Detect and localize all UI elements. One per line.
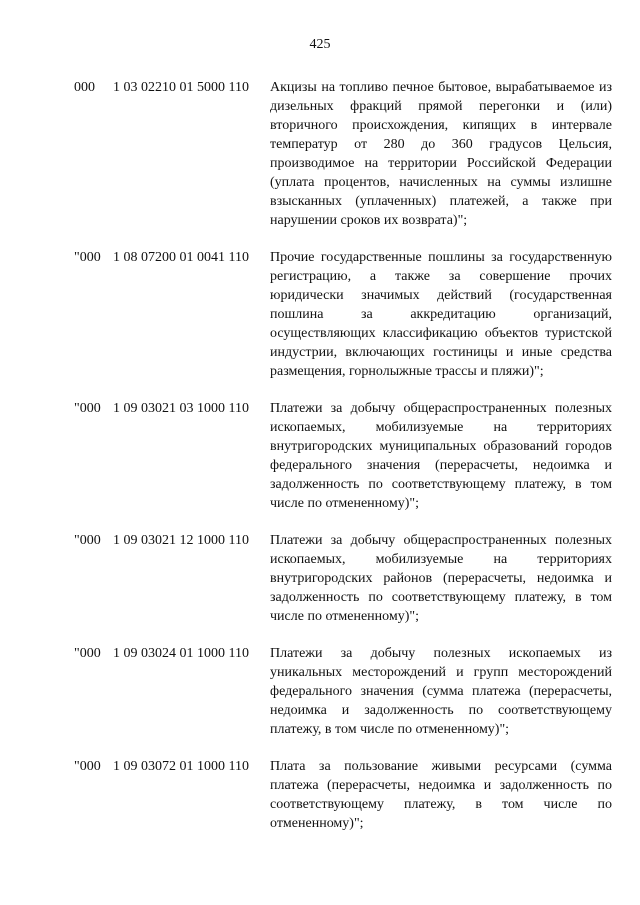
entry-admin-code: "000 <box>74 250 101 265</box>
entry-row <box>0 644 640 739</box>
entry-admin-code: 000 <box>74 80 95 95</box>
entry-description: Прочие государственные пошлины за государственную регистрацию, а также за совершение прочих юридически значимых действий (государственная пошлина за аккредитацию организаций, осуществляющих классификацию объектов туристской индустрии, включающих гостиницы и иные средства размещения, горнолыжные трассы и пляжи)"; <box>270 250 612 379</box>
document-entries <box>0 78 640 851</box>
entry-classification-code: 1 03 02210 01 5000 110 <box>113 80 249 95</box>
entry-classification-code: 1 09 03021 12 1000 110 <box>113 533 249 548</box>
entry-classification-code: 1 09 03024 01 1000 110 <box>113 646 249 661</box>
entry-admin-code: "000 <box>74 759 101 774</box>
entry-description: Акцизы на топливо печное бытовое, вырабатываемое из дизельных фракций прямой перегонки и (или) вторичного происхождения, кипящих в интервале температур от 280 до 360 градусов Цельсия, производимое на территории Российской Федерации (уплата процентов, начисленных на суммы излишне взысканных (уплаченных) платежей, а также при нарушении сроков их возврата)"; <box>270 80 612 228</box>
entry-classification-code: 1 09 03072 01 1000 110 <box>113 759 249 774</box>
entry-description: Платежи за добычу общераспространенных полезных ископаемых, мобилизуемые на территориях внутригородских муниципальных образований городов федерального значения (перерасчеты, недоимка и задолженность по соответствующему платежу, в том числе по отмененному)"; <box>270 401 612 511</box>
entry-row <box>0 531 640 626</box>
entry-description: Платежи за добычу общераспространенных полезных ископаемых, мобилизуемые на территориях внутригородских районов (перерасчеты, недоимка и задолженность по соответствующему платежу, в том числе по отмененному)"; <box>270 533 612 624</box>
entry-row <box>0 248 640 381</box>
entry-classification-code: 1 08 07200 01 0041 110 <box>113 250 249 265</box>
entry-row <box>0 399 640 513</box>
entry-admin-code: "000 <box>74 401 101 416</box>
entry-row <box>0 757 640 833</box>
entry-row <box>0 78 640 230</box>
entry-description: Плата за пользование живыми ресурсами (сумма платежа (перерасчеты, недоимка и задолженность по соответствующему платежу, в том числе по отмененному)"; <box>270 759 612 831</box>
entry-classification-code: 1 09 03021 03 1000 110 <box>113 401 249 416</box>
entry-admin-code: "000 <box>74 533 101 548</box>
page-number: 425 <box>309 37 331 52</box>
entry-description: Платежи за добычу полезных ископаемых из уникальных месторождений и групп месторождений федерального значения (сумма платежа (перерасчеты, недоимка и задолженность по соответствующему платежу, в том числе по отмененному)"; <box>270 646 612 737</box>
entry-admin-code: "000 <box>74 646 101 661</box>
